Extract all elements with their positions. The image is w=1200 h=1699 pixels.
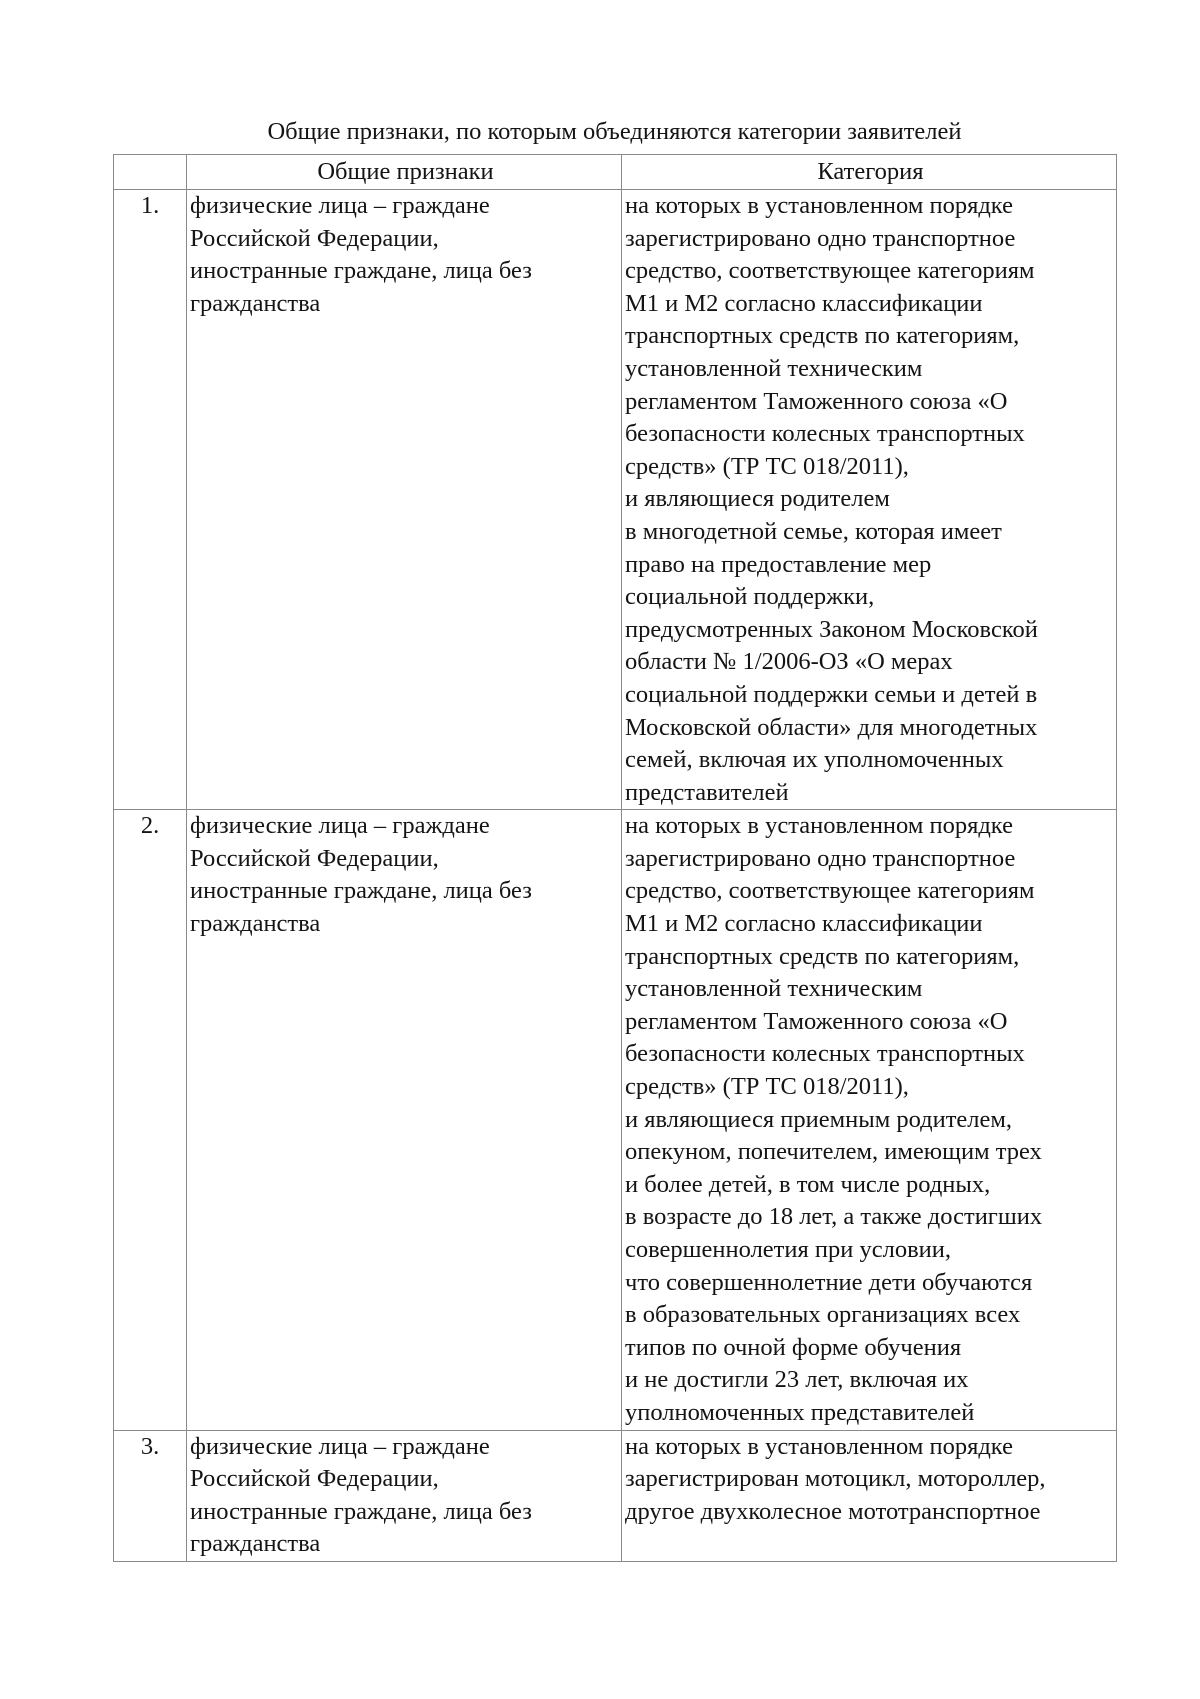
category-line: в образовательных организациях всех: [625, 1301, 1021, 1329]
features-line: Российской Федерации,: [190, 1465, 439, 1493]
table-row: [114, 1430, 1117, 1561]
row-number: 1.: [114, 190, 187, 810]
category-cell: [622, 810, 1117, 1430]
category-line: совершеннолетия при условии,: [625, 1236, 951, 1263]
category-line: представителей: [625, 778, 789, 806]
category-line: транспортных средств по категориям,: [625, 322, 1020, 350]
features-line: гражданства: [190, 1530, 321, 1558]
applicant-categories-table: [113, 154, 1117, 1562]
category-line: в многодетной семье, которая имеет: [625, 517, 1002, 545]
category-line: зарегистрировано одно транспортное: [625, 844, 1016, 872]
category-line: средств» (ТР ТС 018/2011),: [625, 1073, 909, 1101]
category-line: зарегистрировано одно транспортное: [625, 224, 1016, 252]
category-line: средство, соответствующее категориям: [625, 877, 1035, 905]
features-cell: [187, 810, 622, 1430]
category-line: средств» (ТР ТС 018/2011),: [625, 452, 909, 480]
features-line: гражданства: [190, 289, 321, 317]
category-line: на которых в установленном порядке: [625, 812, 1013, 840]
category-cell: [622, 190, 1117, 810]
category-line: предусмотренных Законом Московской: [625, 615, 1038, 643]
category-line: области № 1/2006-ОЗ «О мерах: [625, 648, 953, 676]
category-line: зарегистрирован мотоцикл, мотороллер,: [625, 1465, 1046, 1493]
category-line: безопасности колесных транспортных: [625, 420, 1025, 448]
features-line: Российской Федерации,: [190, 224, 439, 252]
category-line: социальной поддержки,: [625, 583, 875, 611]
row-number: 3.: [114, 1430, 187, 1561]
header-cell-number: [114, 155, 187, 190]
features-line: иностранные граждане, лица без: [190, 1497, 532, 1525]
category-line: семей, включая их уполномоченных: [625, 746, 1004, 774]
category-line: и являющиеся приемным родителем,: [625, 1105, 1013, 1133]
category-line: социальной поддержки семьи и детей в: [625, 680, 1038, 708]
category-line: типов по очной форме обучения: [625, 1333, 962, 1361]
category-line: установленной техническим: [625, 975, 923, 1003]
category-line: что совершеннолетние дети обучаются: [625, 1268, 1033, 1296]
features-cell: [187, 1430, 622, 1561]
features-line: физические лица – граждане: [190, 812, 490, 840]
category-line: уполномоченных представителей: [625, 1398, 975, 1426]
category-line: регламентом Таможенного союза «О: [625, 1007, 1008, 1035]
table-row: [114, 190, 1117, 810]
category-line: и являющиеся родителем: [625, 485, 890, 513]
category-line: регламентом Таможенного союза «О: [625, 387, 1008, 415]
features-line: иностранные граждане, лица без: [190, 877, 532, 905]
document-title: Общие признаки, по которым объединяются категории заявителей: [267, 118, 962, 145]
table-header-row: [114, 155, 1117, 190]
category-line: средство, соответствующее категориям: [625, 257, 1035, 285]
category-line: в возрасте до 18 лет, а также достигших: [625, 1203, 1043, 1231]
category-line: транспортных средств по категориям,: [625, 942, 1020, 970]
category-line: на которых в установленном порядке: [625, 1432, 1013, 1460]
features-line: иностранные граждане, лица без: [190, 257, 532, 285]
category-line: на которых в установленном порядке: [625, 192, 1013, 219]
category-line: и не достигли 23 лет, включая их: [625, 1366, 969, 1394]
features-line: физические лица – граждане: [190, 192, 490, 219]
category-line: М1 и М2 согласно классификации: [625, 910, 983, 938]
features-line: физические лица – граждане: [190, 1432, 490, 1460]
category-line: другое двухколесное мототранспортное: [625, 1497, 1041, 1525]
features-line: Российской Федерации,: [190, 844, 439, 872]
category-line: опекуном, попечителем, имеющим трех: [625, 1138, 1042, 1166]
features-line: гражданства: [190, 910, 321, 938]
category-line: право на предоставление мер: [625, 550, 932, 578]
row-number: 2.: [114, 810, 187, 1430]
features-cell: [187, 190, 622, 810]
category-line: Московской области» для многодетных: [625, 713, 1038, 741]
category-cell: [622, 1430, 1117, 1561]
category-line: установленной техническим: [625, 354, 923, 382]
category-line: безопасности колесных транспортных: [625, 1040, 1025, 1068]
header-cell-features: Общие признаки: [187, 155, 622, 190]
header-cell-category: Категория: [622, 155, 1117, 190]
category-line: и более детей, в том числе родных,: [625, 1170, 991, 1198]
category-line: М1 и М2 согласно классификации: [625, 289, 983, 317]
table-row: [114, 810, 1117, 1430]
